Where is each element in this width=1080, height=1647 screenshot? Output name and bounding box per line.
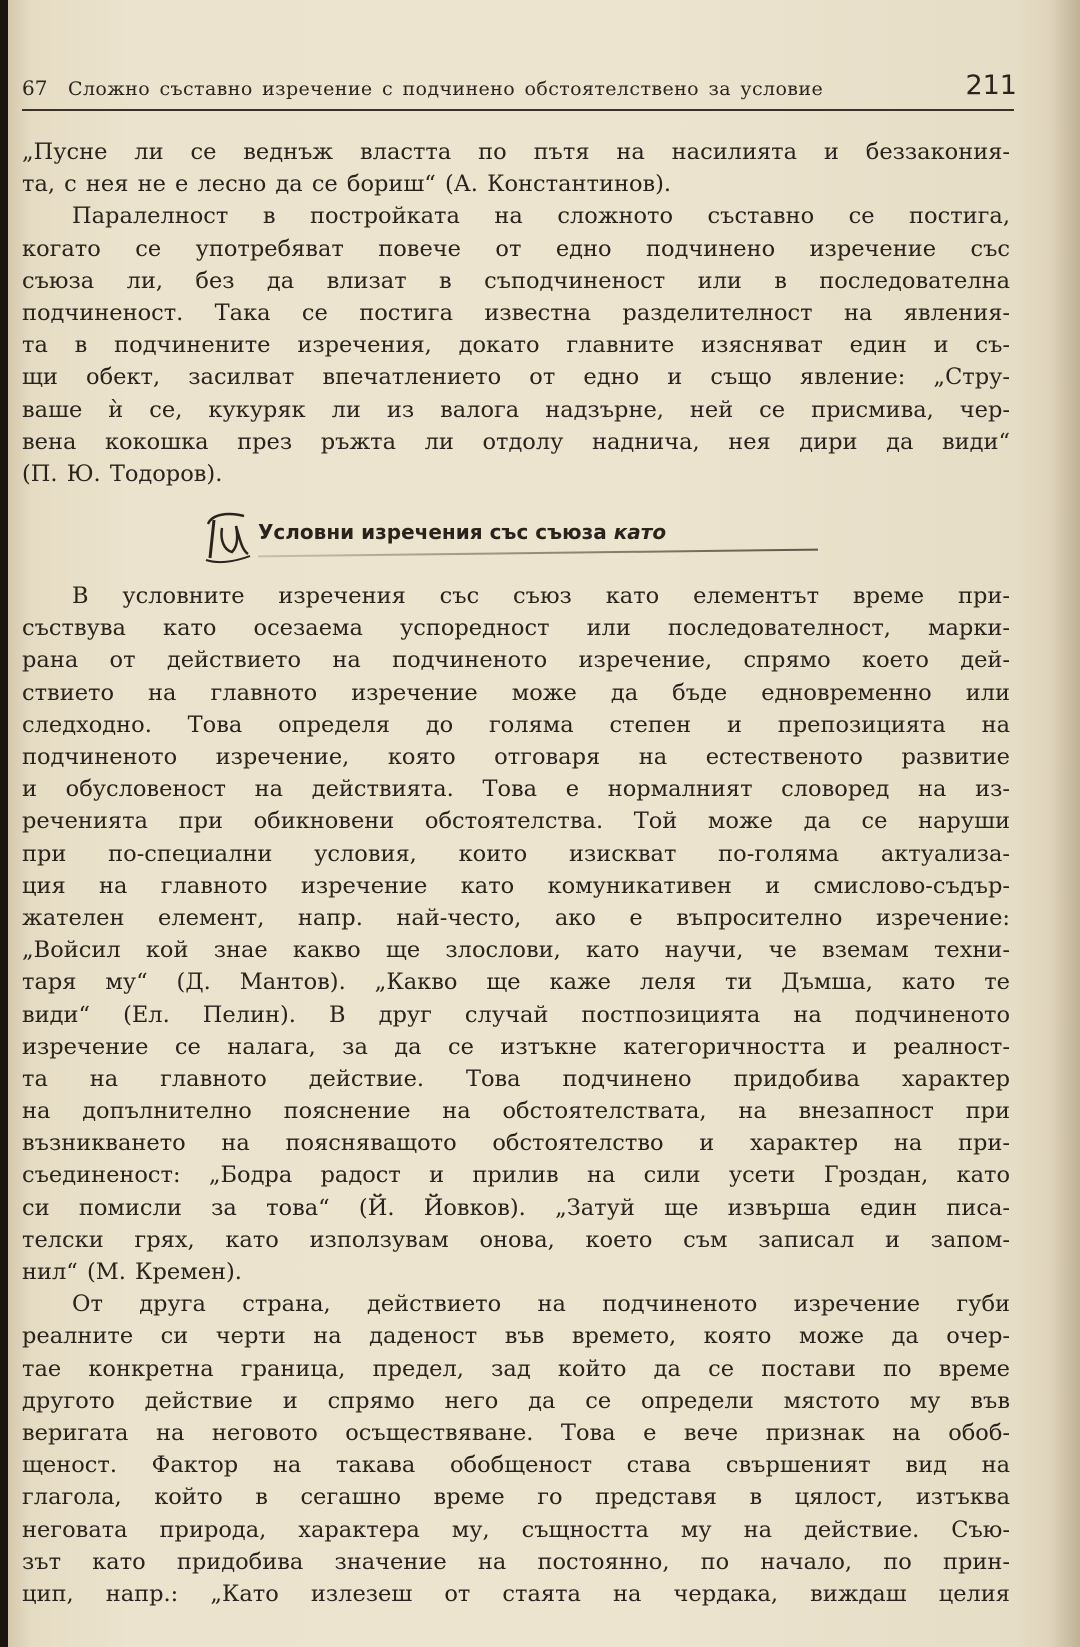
body-text	[22, 136, 1010, 1610]
handwritten-underline	[258, 549, 818, 558]
text-line: зът като придобива значение на постоянно, по начало, по прин-	[22, 1548, 1010, 1575]
text-line: телски грях, като използувам онова, което съм записал и запом-	[22, 1226, 1010, 1253]
text-line: подчиненото изречение, която отговаря на естественото развитие	[22, 744, 1010, 770]
text-line: ствието на главното изречение може да бъде едновременно или	[22, 679, 1010, 706]
text-line: нил“ (М. Кремен).	[22, 1259, 242, 1285]
text-line: изречение се налага, за да се изтъкне категоричността и реалност-	[22, 1033, 1010, 1060]
text-line: при по-специални условия, които изискват по-голяма актуализа-	[22, 840, 1010, 867]
text-line: съединеност: „Бодра радост и прилив на сили усети Гроздан, като	[22, 1162, 1010, 1189]
page-number: 211	[965, 70, 1017, 101]
text-line: (П. Ю. Тодоров).	[22, 460, 223, 487]
text-line: съствува като осезаема успоредност или последователност, марки-	[22, 615, 1010, 642]
text-line: жателен елемент, напр. най-често, ако е въпросително изречение:	[22, 904, 1010, 931]
text-line: От друга страна, действието на подчиненото изречение губи	[72, 1291, 1010, 1318]
text-line: неговата природа, характера му, същността му на действие. Съю-	[22, 1516, 1010, 1543]
text-line: тае конкретна граница, предел, зад който да се постави по време	[22, 1355, 1010, 1382]
text-line: „Войсил кой знае какво ще злослови, като научи, че вземам техни-	[22, 937, 1010, 964]
book-binding-edge	[0, 0, 8, 1647]
text-line: си помисли за това“ (Й. Йовков). „Затуй ще извърша един писа-	[22, 1194, 1010, 1221]
text-line: на допълнително пояснение на обстоятелствата, на внезапност при	[22, 1098, 1010, 1125]
text-line: възникването на поясняващото обстоятелство и характер на при-	[22, 1130, 1010, 1157]
text-line: когато се употребяват повече от едно подчинено изречение със	[22, 235, 1010, 262]
text-line: щи обект, засилват впечатлението от едно и също явление: „Стру-	[22, 364, 1010, 391]
running-header	[22, 68, 1017, 108]
text-line: реалните си черти на даденост във времето, която може да очер-	[22, 1323, 1010, 1350]
text-line: та, с нея не е лесно да се бориш“ (А. Константинов).	[22, 171, 672, 198]
text-line: вена кокошка през ръжта ли отдолу надничa, нея дири да види“	[22, 428, 1010, 455]
text-line: „Пусне ли се веднъж властта по пътя на насилията и беззакония-	[22, 139, 1010, 165]
text-line: другото действие и спрямо него да се определи мястото му във	[22, 1387, 1010, 1414]
section-heading	[22, 490, 1010, 580]
section-heading-text: Условни изречения със съюза	[258, 520, 614, 545]
text-line: глагола, който в сегашно време го представя в цялост, изтъква	[22, 1484, 1010, 1511]
text-line: реченията при обикновени обстоятелства. Той може да се наруши	[22, 808, 1010, 835]
text-line: та на главното действие. Това подчинено придобива характер	[22, 1065, 1010, 1092]
text-line: щеност. Фактор на такава обобщеност става свършеният вид на	[22, 1452, 1010, 1479]
text-line: ция на главното изречение като комуникативен и смислово-съдър-	[22, 872, 1010, 899]
text-line: съюза ли, без да влизат в съподчиненост или в последователна	[22, 267, 1010, 294]
section-heading-keyword: като	[613, 520, 667, 545]
text-line: В условните изречения със съюз като елементът време при-	[72, 583, 1010, 610]
section-number: 67	[22, 76, 48, 100]
text-line: рана от действието на подчиненото изречение, спрямо което дей-	[22, 647, 1010, 674]
text-line: та в подчинените изречения, докато главните изясняват един и съ-	[22, 332, 1010, 359]
text-line: веригата на неговото осъществяване. Това е вече признак на обоб-	[22, 1419, 1010, 1446]
text-line: цип, напр.: „Като излезеш от стаята на чердака, виждаш целия	[22, 1580, 1010, 1607]
text-line: види“ (Ел. Пелин). В друг случай постпозицията на подчиненото	[22, 1001, 1010, 1028]
text-line: ваше ѝ се, кукуряк ли из валога надзърне, ней се присмива, чер-	[22, 396, 1010, 423]
text-line: следходно. Това определя до голяма степен и препозицията на	[22, 711, 1010, 738]
text-line: подчиненост. Така се постига известна разделителност на явления-	[22, 299, 1010, 326]
text-line: Паралелност в постройката на сложното съставно се постига,	[72, 203, 1010, 230]
handwritten-mark-icon	[198, 506, 254, 566]
text-line: и обусловеност на действията. Това е нормалният словоред на из-	[22, 776, 1010, 803]
header-rule	[22, 109, 1014, 111]
page-edge-shadow	[1050, 0, 1080, 1647]
text-line: таря му“ (Д. Мантов). „Какво ще каже леля ти Дъмша, като те	[22, 969, 1010, 996]
running-title: Сложно съставно изречение с подчинено обстоятелствено за условие	[68, 78, 824, 100]
